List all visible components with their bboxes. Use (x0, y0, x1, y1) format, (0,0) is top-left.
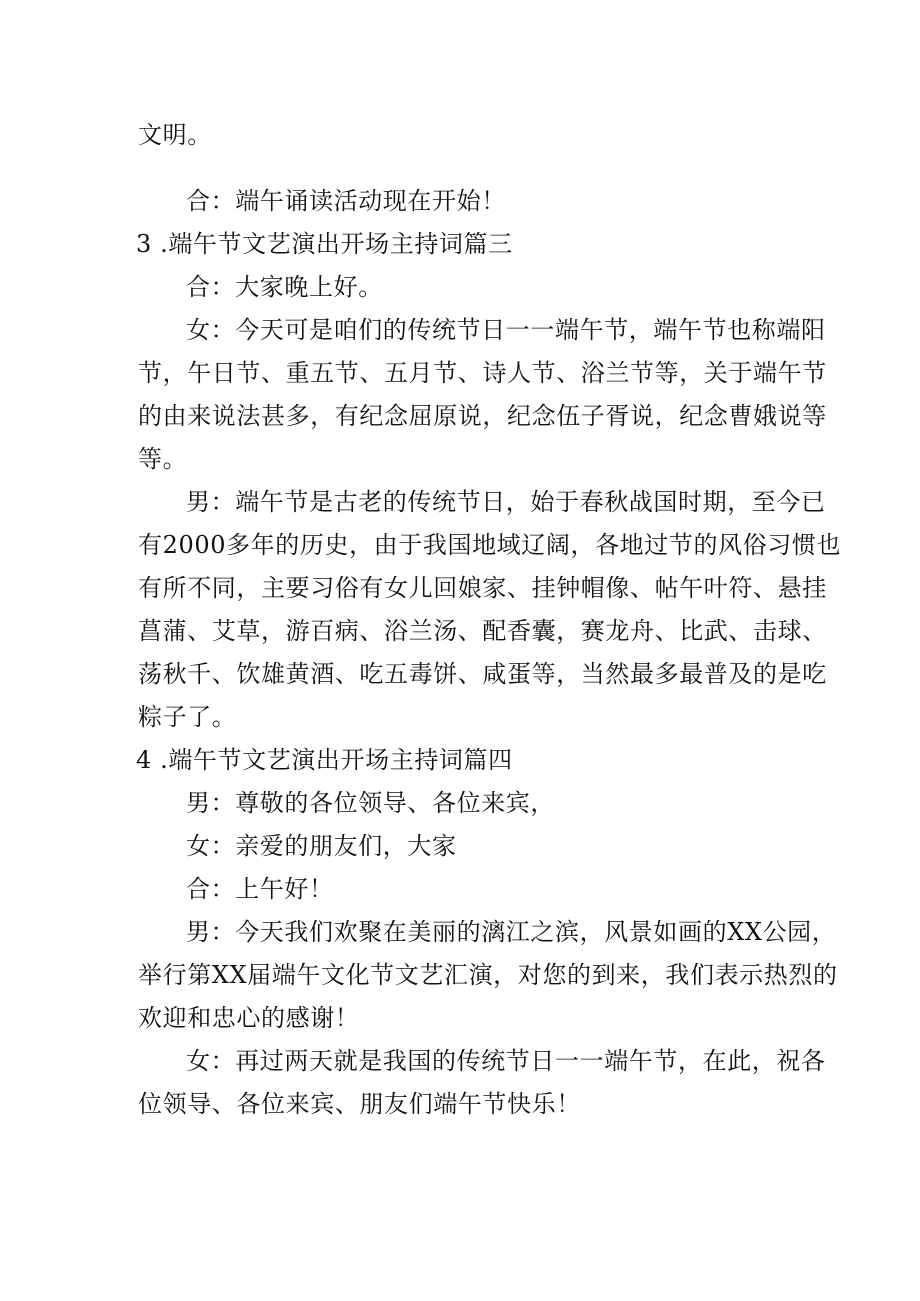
paragraph-line: 欢迎和忠心的感谢！ (138, 1004, 360, 1032)
paragraph-line: 男：尊敬的各位领导、各位来宾， (186, 789, 555, 817)
section-heading-4: 4 .端午节文艺演出开场主持词篇四 (136, 746, 513, 774)
paragraph-line: 女：今天可是咱们的传统节日一一端午节，端午节也称端阳 (186, 316, 826, 344)
paragraph-line: 菖蒲、艾草，游百病、浴兰汤、配香囊，赛龙舟、比武、击球、 (138, 617, 827, 645)
paragraph-line: 文明。 (138, 121, 212, 149)
paragraph-line: 男：端午节是古老的传统节日，始于春秋战国时期，至今已 (186, 488, 826, 516)
paragraph-line: 合：大家晚上好。 (186, 273, 383, 301)
paragraph-line: 粽子了。 (138, 703, 237, 731)
paragraph-line: 男：今天我们欢聚在美丽的漓江之滨，风景如画的XX公园， (186, 918, 837, 946)
paragraph-line: 合：上午好！ (186, 875, 334, 903)
paragraph-line: 节，午日节、重五节、五月节、诗人节、浴兰节等，关于端午节 (138, 359, 827, 387)
paragraph-line: 举行第XX届端午文化节文艺汇演，对您的到来，我们表示热烈的 (138, 961, 838, 989)
paragraph-line: 女：亲爱的朋友们，大家 (186, 832, 457, 860)
paragraph-line: 等。 (138, 445, 188, 473)
paragraph-line: 有2000多年的历史，由于我国地域辽阔，各地过节的风俗习惯也 (138, 531, 842, 559)
paragraph-line: 的由来说法甚多，有纪念屈原说，纪念伍子胥说，纪念曹娥说等 (138, 402, 827, 430)
paragraph-line: 合：端午诵读活动现在开始！ (186, 187, 506, 215)
paragraph-line: 有所不同，主要习俗有女儿回娘家、挂钟帽像、帖午叶符、悬挂 (138, 574, 827, 602)
paragraph-line: 女：再过两天就是我国的传统节日一一端午节，在此，祝各 (186, 1047, 826, 1075)
paragraph-line: 位领导、各位来宾、朋友们端午节快乐！ (138, 1090, 581, 1118)
paragraph-line: 荡秋千、饮雄黄酒、吃五毒饼、咸蛋等，当然最多最普及的是吃 (138, 660, 827, 688)
section-heading-3: 3 .端午节文艺演出开场主持词篇三 (136, 230, 513, 258)
